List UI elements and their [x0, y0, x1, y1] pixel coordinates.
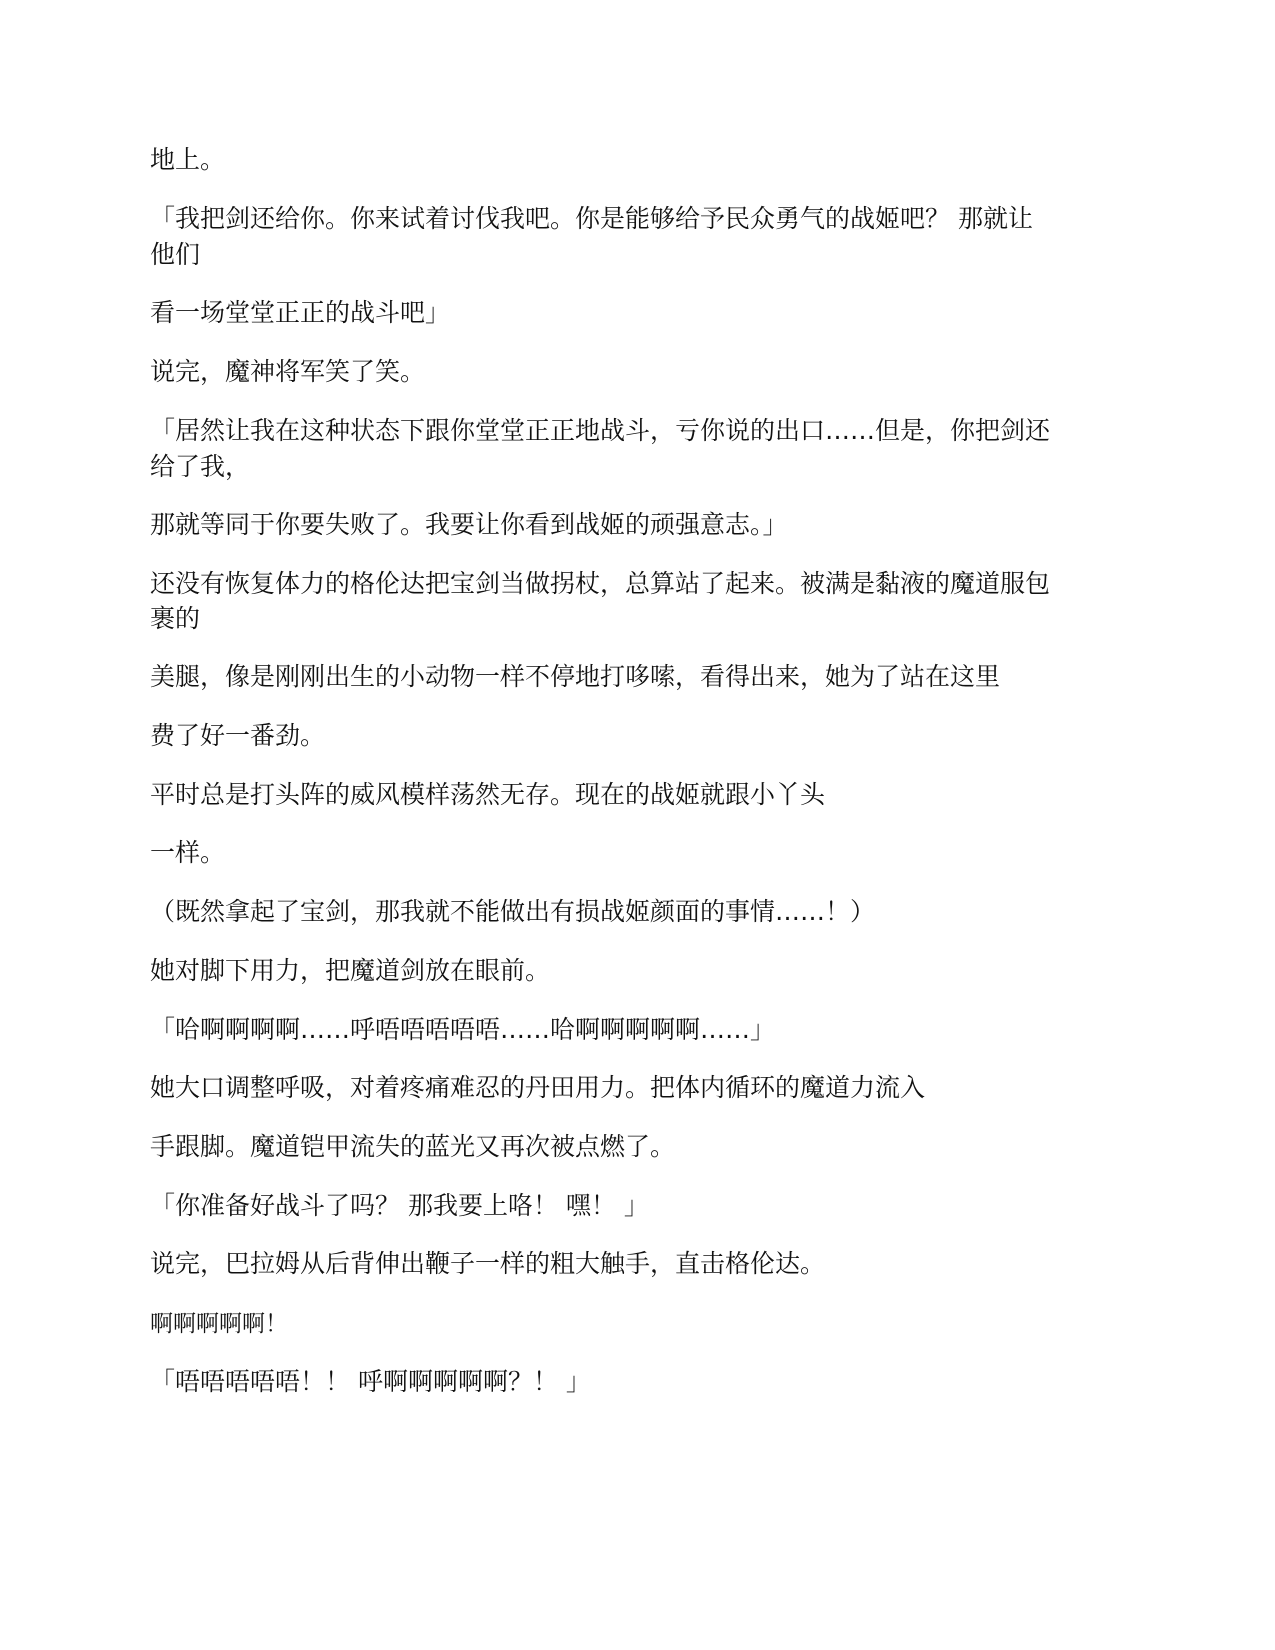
- paragraph-line: 「你准备好战斗了吗？ 那我要上咯！ 嘿！ 」: [150, 1191, 649, 1220]
- paragraph-line: 美腿，像是刚刚出生的小动物一样不停地打哆嗦，看得出来，她为了站在这里: [150, 662, 1001, 691]
- paragraph-line: 啊啊啊啊啊！: [150, 1311, 288, 1337]
- paragraph-line: 给了我，: [150, 452, 251, 481]
- paragraph-line: 「唔唔唔唔唔！！ 呼啊啊啊啊啊？！ 」: [150, 1367, 591, 1396]
- paragraph-line: 费了好一番劲。: [150, 721, 326, 750]
- paragraph-line: 「我把剑还给你。你来试着讨伐我吧。你是能够给予民众勇气的战姬吧？ 那就让: [150, 204, 1033, 233]
- paragraph-line: 地上。: [150, 145, 226, 174]
- paragraph-line: 她大口调整呼吸，对着疼痛难忍的丹田用力。把体内循环的魔道力流入: [150, 1073, 926, 1102]
- paragraph-line: 「哈啊啊啊啊……呼唔唔唔唔唔……哈啊啊啊啊啊……」: [150, 1015, 776, 1044]
- paragraph-line: 她对脚下用力，把魔道剑放在眼前。: [150, 956, 551, 985]
- paragraph-line: 说完，巴拉姆从后背伸出鞭子一样的粗大触手，直击格伦达。: [150, 1249, 826, 1278]
- paragraph-line: 看一场堂堂正正的战斗吧」: [150, 298, 451, 327]
- paragraph-line: （既然拿起了宝剑，那我就不能做出有损战姬颜面的事情……！）: [150, 897, 876, 926]
- paragraph-line: 手跟脚。魔道铠甲流失的蓝光又再次被点燃了。: [150, 1132, 676, 1161]
- paragraph-line: 那就等同于你要失败了。我要让你看到战姬的顽强意志。」: [150, 510, 788, 539]
- paragraph-line: 裹的: [150, 604, 201, 633]
- paragraph-line: 他们: [150, 240, 201, 269]
- paragraph-line: 平时总是打头阵的威风模样荡然无存。现在的战姬就跟小丫头: [150, 780, 826, 809]
- paragraph-line: 「居然让我在这种状态下跟你堂堂正正地战斗，亏你说的出口……但是，你把剑还: [150, 416, 1051, 445]
- paragraph-line: 一样。: [150, 838, 226, 867]
- paragraph-line: 还没有恢复体力的格伦达把宝剑当做拐杖，总算站了起来。被满是黏液的魔道服包: [150, 569, 1051, 598]
- paragraph-line: 说完，魔神将军笑了笑。: [150, 357, 426, 386]
